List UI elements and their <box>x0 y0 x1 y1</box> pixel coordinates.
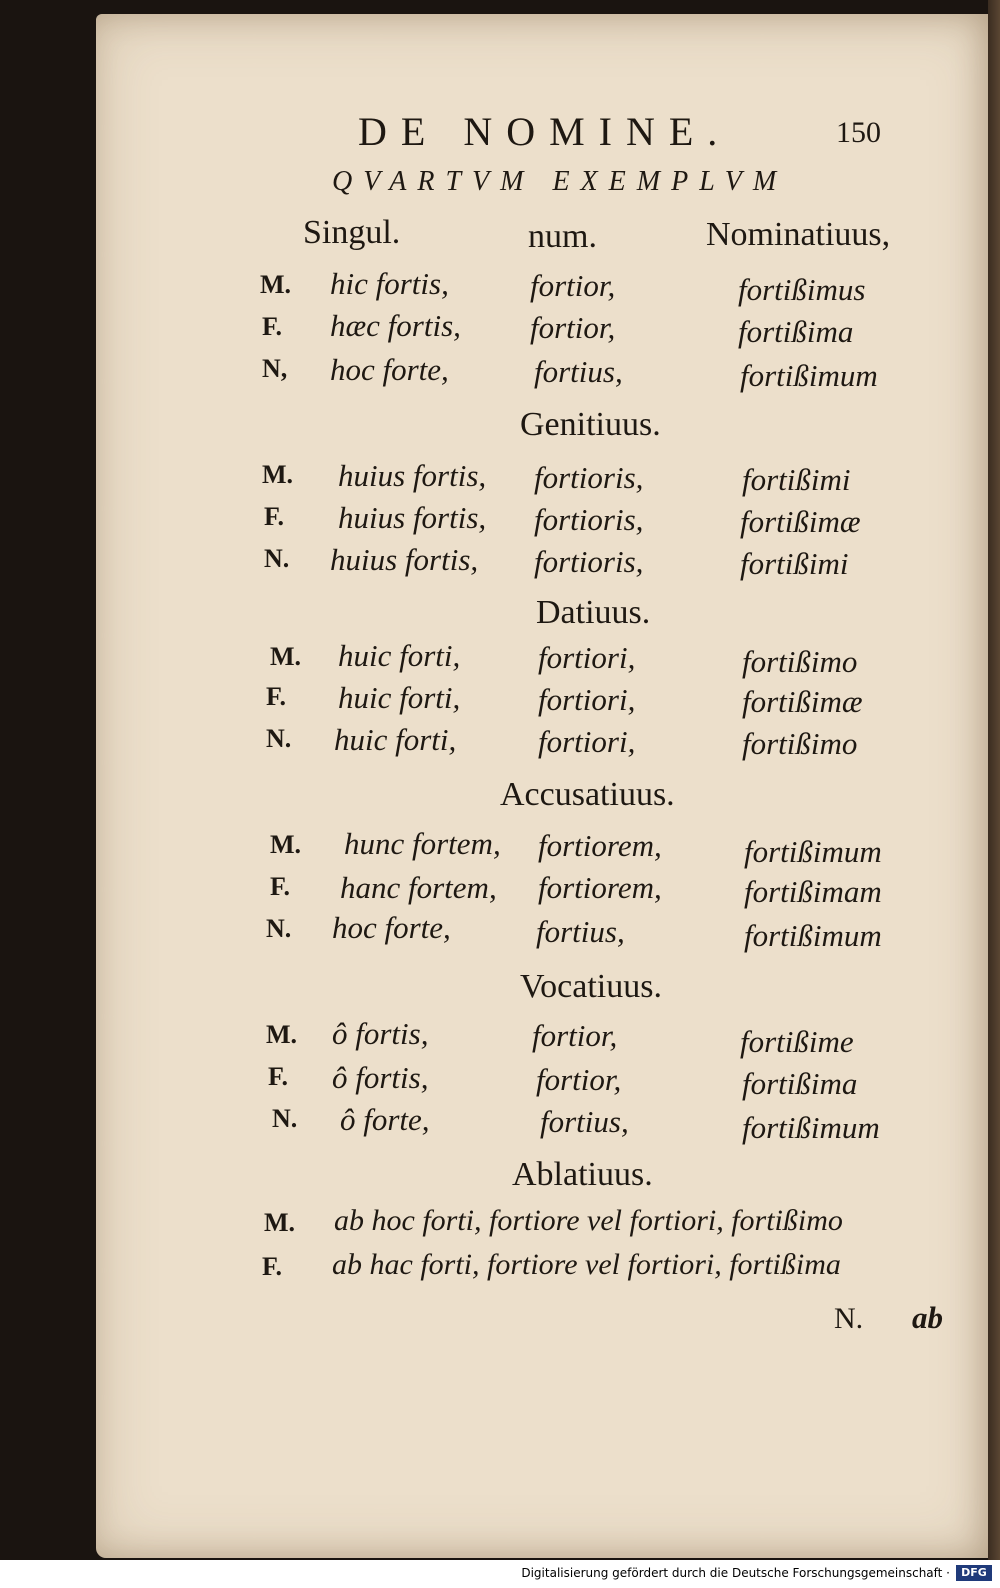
positive-form: huius fortis, <box>338 500 487 535</box>
gender-label: N. <box>272 1104 298 1133</box>
superlative-form: fortißimum <box>742 1110 880 1145</box>
dfg-logo: DFG <box>956 1565 992 1581</box>
comparative-form: fortior, <box>530 268 616 303</box>
superlative-form: fortißimum <box>740 358 878 393</box>
gender-label: M. <box>270 830 302 859</box>
page-number: 150 <box>836 116 881 149</box>
comparative-form: fortius, <box>534 354 623 389</box>
positive-form: ô forte, <box>340 1102 430 1137</box>
case-heading-ablative: Ablatiuus. <box>512 1156 653 1193</box>
comparative-form: fortius, <box>540 1104 629 1139</box>
positive-form: hoc forte, <box>330 352 449 387</box>
superlative-form: fortißimi <box>740 546 849 581</box>
positive-form: huic forti, <box>338 638 461 673</box>
positive-form: huic forti, <box>334 722 457 757</box>
superlative-form: fortißimæ <box>742 684 863 719</box>
comparative-form: fortiori, <box>538 724 636 759</box>
positive-form: huius fortis, <box>338 458 487 493</box>
catchword-gender: N. <box>834 1302 864 1335</box>
case-heading-vocative: Vocatiuus. <box>520 968 662 1005</box>
superlative-form: fortißimæ <box>740 504 861 539</box>
column-head-nominative: Nominatiuus, <box>706 216 891 253</box>
superlative-form: fortißime <box>740 1024 854 1059</box>
gender-label: F. <box>268 1062 288 1091</box>
superlative-form: fortißimo <box>742 644 858 679</box>
gender-label: F. <box>262 1252 282 1281</box>
footer-credit: Digitalisierung gefördert durch die Deutsche Forschungsgemeinschaft · <box>521 1566 950 1580</box>
comparative-form: fortius, <box>536 914 625 949</box>
positive-form: hoc forte, <box>332 910 451 945</box>
ablative-line: ab hac forti, fortiore vel fortiori, fortißima <box>332 1248 841 1281</box>
gender-label: F. <box>266 682 286 711</box>
footer-bar <box>0 1560 1000 1588</box>
superlative-form: fortißimum <box>744 834 882 869</box>
gender-label: N. <box>266 724 292 753</box>
comparative-form: fortiorem, <box>538 828 662 863</box>
column-head-singular: Singul. <box>303 214 401 251</box>
comparative-form: fortioris, <box>534 544 644 579</box>
gender-label: M. <box>266 1020 298 1049</box>
gender-label: N. <box>264 544 290 573</box>
gender-label: M. <box>264 1208 296 1237</box>
superlative-form: fortißima <box>742 1066 858 1101</box>
column-head-number: num. <box>528 218 597 255</box>
comparative-form: fortior, <box>530 310 616 345</box>
case-heading-accusative: Accusatiuus. <box>500 776 675 813</box>
gender-label: M. <box>260 270 292 299</box>
book-edge <box>988 0 1000 1560</box>
comparative-form: fortioris, <box>534 460 644 495</box>
positive-form: hanc fortem, <box>340 870 497 905</box>
positive-form: hæc fortis, <box>330 308 461 343</box>
gender-label: F. <box>262 312 282 341</box>
superlative-form: fortißimo <box>742 726 858 761</box>
comparative-form: fortiori, <box>538 640 636 675</box>
gender-label: N, <box>262 354 288 383</box>
gender-label: N. <box>266 914 292 943</box>
catchword: ab <box>912 1300 943 1335</box>
superlative-form: fortißimus <box>738 272 866 307</box>
positive-form: hunc fortem, <box>344 826 501 861</box>
ablative-line: ab hoc forti, fortiore vel fortiori, fortißimo <box>334 1204 843 1237</box>
positive-form: ô fortis, <box>332 1016 429 1051</box>
positive-form: huius fortis, <box>330 542 479 577</box>
superlative-form: fortißimam <box>744 874 882 909</box>
positive-form: hic fortis, <box>330 266 449 301</box>
section-title: QVARTVM EXEMPLVM <box>332 166 788 197</box>
comparative-form: fortioris, <box>534 502 644 537</box>
comparative-form: fortior, <box>532 1018 618 1053</box>
case-heading-genitive: Genitiuus. <box>520 406 661 443</box>
gender-label: F. <box>270 872 290 901</box>
superlative-form: fortißima <box>738 314 854 349</box>
gender-label: M. <box>270 642 302 671</box>
superlative-form: fortißimum <box>744 918 882 953</box>
case-heading-dative: Datiuus. <box>536 594 651 631</box>
positive-form: huic forti, <box>338 680 461 715</box>
positive-form: ô fortis, <box>332 1060 429 1095</box>
comparative-form: fortior, <box>536 1062 622 1097</box>
gender-label: F. <box>264 502 284 531</box>
comparative-form: fortiorem, <box>538 870 662 905</box>
superlative-form: fortißimi <box>742 462 851 497</box>
gender-label: M. <box>262 460 294 489</box>
comparative-form: fortiori, <box>538 682 636 717</box>
running-header: DE NOMINE. <box>358 109 732 154</box>
